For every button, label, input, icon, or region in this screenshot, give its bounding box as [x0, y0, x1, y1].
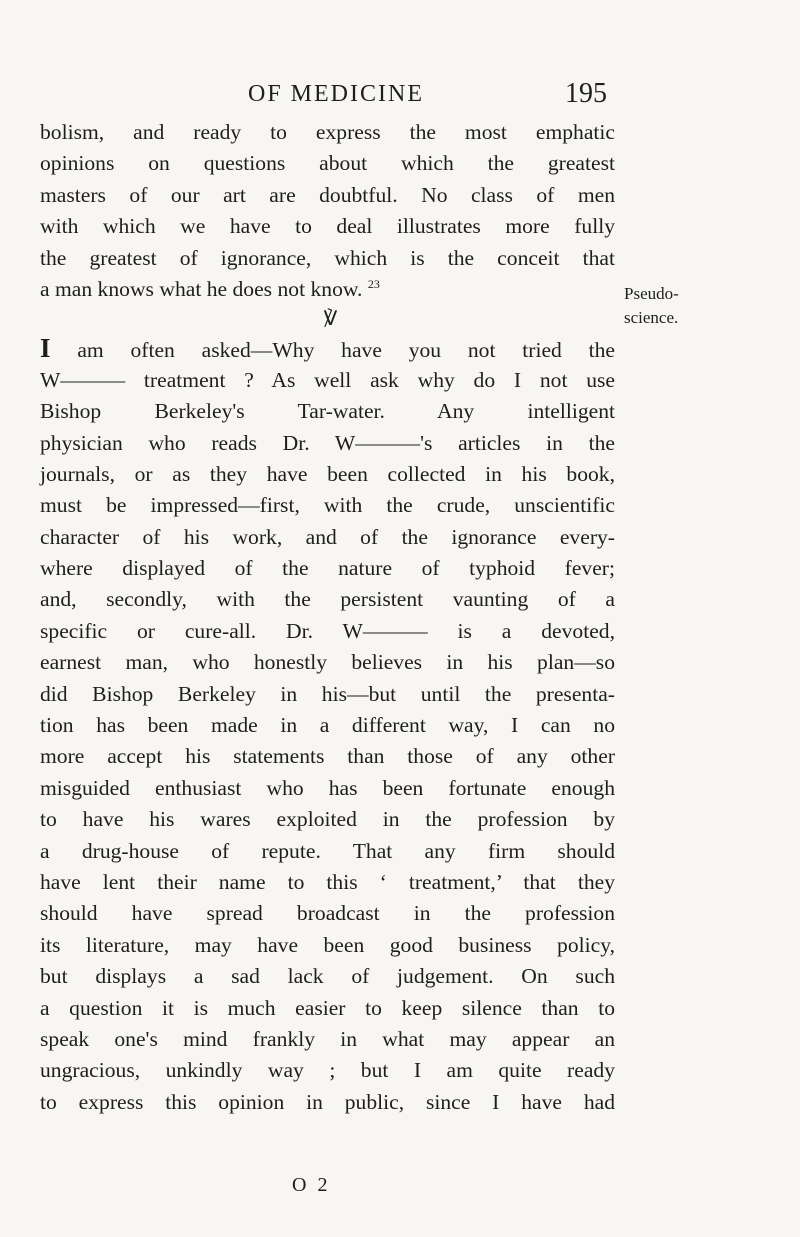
text-line: earnest man, who honestly believes in his plan—so	[40, 650, 615, 675]
text-line: where displayed of the nature of typhoid fever;	[40, 556, 615, 581]
section-mark-icon: ℣	[323, 308, 338, 331]
text-line: W——— treatment ? As well ask why do I not use	[40, 367, 615, 392]
text-line-with-initial	[40, 333, 615, 364]
page-number: 195	[565, 78, 607, 109]
text-line: masters of our art are doubtful. No class of men	[40, 182, 615, 207]
text-line: but displays a sad lack of judgement. On such	[40, 964, 615, 989]
text-line: journals, or as they have been collected in his book,	[40, 461, 615, 486]
text-line: must be impressed—first, with the crude, unscientific	[40, 493, 615, 518]
text-line-with-footnote	[40, 274, 615, 305]
text-line: and, secondly, with the persistent vaunting of a	[40, 587, 615, 612]
initial-letter: I	[40, 333, 51, 364]
paragraph-1	[40, 117, 615, 305]
text-line: to have his wares exploited in the profession by	[40, 807, 615, 832]
margin-note-line: science.	[624, 308, 679, 327]
text-line: with which we have to deal illustrates more fully	[40, 214, 615, 239]
text-line: a man knows what he does not know.	[40, 276, 363, 301]
text-line: Bishop Berkeley's Tar-water. Any intelligent	[40, 399, 615, 424]
signature-mark: O 2	[292, 1174, 331, 1196]
text-line: speak one's mind frankly in what may appear an	[40, 1026, 615, 1051]
text-line: should have spread broadcast in the profession	[40, 901, 615, 926]
text-line: the greatest of ignorance, which is the conceit that	[40, 245, 615, 270]
text-line: its literature, may have been good business policy,	[40, 932, 615, 957]
text-line: more accept his statements than those of any other	[40, 744, 615, 769]
running-title: OF MEDICINE	[248, 81, 424, 107]
footnote-reference: 23	[367, 276, 380, 291]
text-line: tion has been made in a different way, I can no	[40, 713, 615, 738]
text-line: specific or cure-all. Dr. W——— is a devoted,	[40, 618, 615, 643]
text-line: character of his work, and of the ignorance every-	[40, 524, 615, 549]
text-line: did Bishop Berkeley in his—but until the presenta-	[40, 681, 615, 706]
margin-note-line: Pseudo-	[624, 284, 679, 303]
margin-note	[624, 282, 714, 330]
text-line: am often asked—Why have you not tried the	[77, 338, 615, 363]
text-line: to express this opinion in public, since I have had	[40, 1089, 615, 1114]
text-line: a question it is much easier to keep silence than to	[40, 995, 615, 1020]
paragraph-2	[40, 333, 615, 1118]
text-line: bolism, and ready to express the most emphatic	[40, 120, 615, 144]
text-line: misguided enthusiast who has been fortunate enough	[40, 775, 615, 800]
body-text	[40, 117, 615, 1118]
text-line: ungracious, unkindly way ; but I am quite ready	[40, 1058, 615, 1083]
running-head	[0, 78, 800, 110]
text-line: a drug-house of repute. That any firm should	[40, 838, 615, 863]
text-line: opinions on questions about which the greatest	[40, 151, 615, 176]
text-line: have lent their name to this ‘ treatment,’ that they	[40, 869, 615, 894]
text-line: physician who reads Dr. W———'s articles in the	[40, 430, 615, 455]
